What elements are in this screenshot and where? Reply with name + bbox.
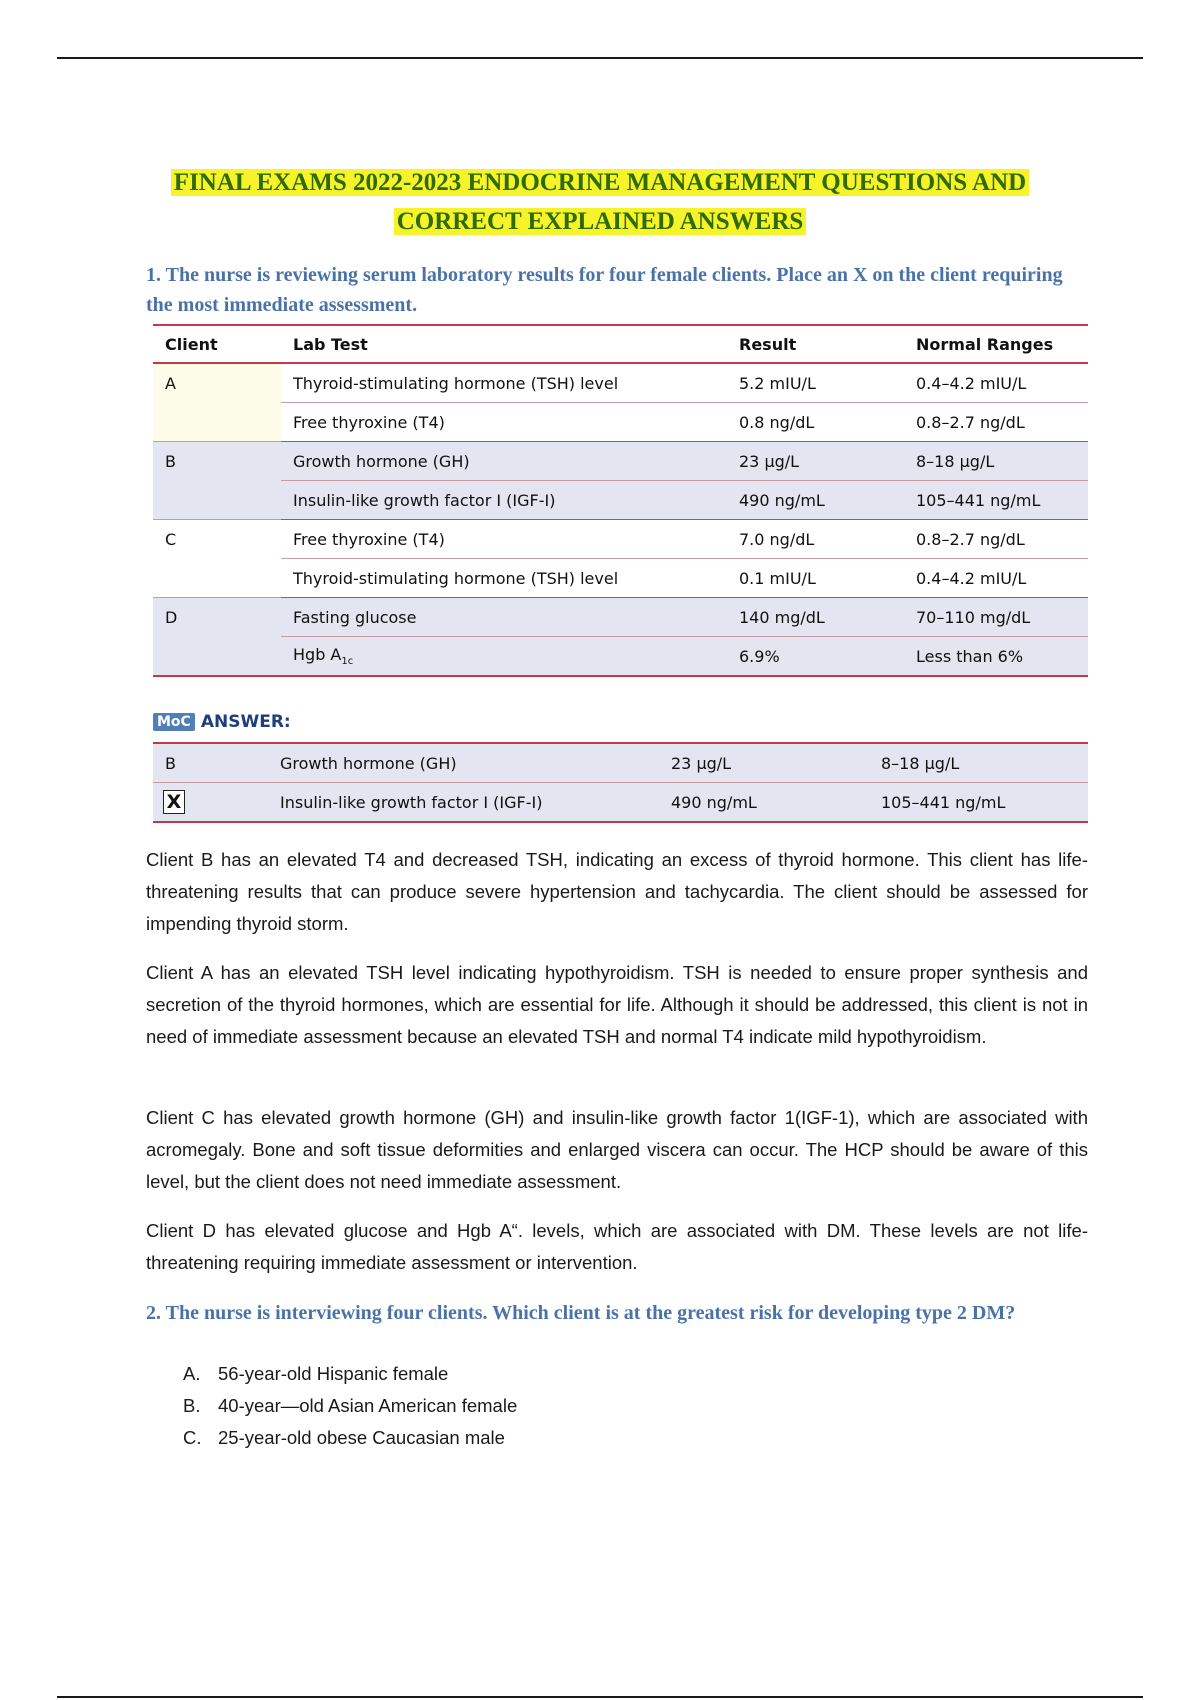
option-letter: C. (183, 1427, 202, 1448)
list-item (183, 1358, 517, 1390)
result-cell: 0.1 mIU/L (727, 559, 904, 598)
header-normal-ranges: Normal Ranges (904, 325, 1088, 363)
client-cell: B (153, 442, 281, 520)
table-row (153, 783, 1088, 823)
lab-test-cell: Fasting glucose (281, 598, 727, 637)
x-mark: X (163, 790, 185, 814)
lab-test-cell: Free thyroxine (T4) (281, 520, 727, 559)
option-letter: A. (183, 1363, 201, 1384)
range-cell: 70–110 mg/dL (904, 598, 1088, 637)
header-lab-test: Lab Test (281, 325, 727, 363)
lab-test-cell: Insulin-like growth factor I (IGF-I) (281, 481, 727, 520)
range-cell: 0.4–4.2 mIU/L (904, 363, 1088, 403)
result-cell: 140 mg/dL (727, 598, 904, 637)
lab-test-cell: Free thyroxine (T4) (281, 403, 727, 442)
moc-badge: MoC (153, 713, 195, 731)
list-item (183, 1422, 517, 1454)
result-cell: 7.0 ng/dL (727, 520, 904, 559)
client-cell: D (153, 598, 281, 677)
answer-label: ANSWER: (200, 712, 291, 732)
range-cell: 0.8–2.7 ng/dL (904, 520, 1088, 559)
option-text: 40-year—old Asian American female (218, 1395, 518, 1416)
table-row (153, 442, 1088, 481)
range-cell: 0.4–4.2 mIU/L (904, 559, 1088, 598)
list-item (183, 1390, 517, 1422)
result-cell: 23 µg/L (727, 442, 904, 481)
lab-test-cell (281, 637, 727, 677)
lab-test-text: Hgb A (293, 645, 342, 664)
lab-results-table (153, 324, 1088, 677)
lab-test-cell: Thyroid-stimulating hormone (TSH) level (281, 559, 727, 598)
table-row (153, 743, 1088, 783)
range-cell: 0.8–2.7 ng/dL (904, 403, 1088, 442)
result-cell: 0.8 ng/dL (727, 403, 904, 442)
lab-test-cell: Insulin-like growth factor I (IGF-I) (268, 783, 659, 823)
question-2: 2. The nurse is interviewing four clients. Which client is at the greatest risk for developing type 2 DM? (146, 1302, 1016, 1324)
table-row (153, 598, 1088, 637)
table-row (153, 363, 1088, 403)
result-cell: 5.2 mIU/L (727, 363, 904, 403)
explanation-paragraph: Client A has an elevated TSH level indicating hypothyroidism. TSH is needed to ensure proper synthesis and secretion of the thyroid hormones, which are essential for life. Although it should be addressed, this client is not in need of immediate assessment because an elevated TSH and normal T4 indicate mild hypothyroidism. (146, 962, 1088, 1047)
explanation-paragraph: Client B has an elevated T4 and decreased TSH, indicating an excess of thyroid hormone. This client has life-threatening results that can produce severe hypertension and tachycardia. The client should be assessed for impending thyroid storm. (146, 849, 1088, 934)
answer-heading (153, 710, 291, 734)
question-1: 1. The nurse is reviewing serum laboratory results for four female clients. Place an X on the client requiring the most immediate assessment. (146, 264, 1063, 316)
option-text: 25-year-old obese Caucasian male (218, 1427, 505, 1448)
lab-test-cell: Thyroid-stimulating hormone (TSH) level (281, 363, 727, 403)
table-row (153, 559, 1088, 598)
range-cell: Less than 6% (904, 637, 1088, 677)
range-cell: 8–18 µg/L (904, 442, 1088, 481)
table-row (153, 637, 1088, 677)
table-row (153, 481, 1088, 520)
title-line-1: FINAL EXAMS 2022-2023 ENDOCRINE MANAGEMENT QUESTIONS AND (171, 169, 1029, 196)
client-cell: B (153, 743, 268, 783)
option-letter: B. (183, 1395, 201, 1416)
top-rule (57, 57, 1143, 59)
subscript: 1c (341, 656, 354, 667)
explanation-paragraph: Client C has elevated growth hormone (GH) and insulin-like growth factor 1(IGF-1), which are associated with acromegaly. Bone and soft tissue deformities and enlarged viscera can occur. The HCP should be aware of this level, but the client does not need immediate assessment. (146, 1107, 1088, 1192)
result-cell: 490 ng/mL (659, 783, 869, 823)
table-header-row (153, 325, 1088, 363)
answer-table (153, 742, 1088, 823)
header-client: Client (153, 325, 281, 363)
lab-test-cell: Growth hormone (GH) (281, 442, 727, 481)
table-row (153, 403, 1088, 442)
option-text: 56-year-old Hispanic female (218, 1363, 449, 1384)
client-cell: A (153, 363, 281, 442)
range-cell: 8–18 µg/L (869, 743, 1088, 783)
table-row (153, 520, 1088, 559)
header-result: Result (727, 325, 904, 363)
range-cell: 105–441 ng/mL (904, 481, 1088, 520)
explanation-paragraph: Client D has elevated glucose and Hgb A“. levels, which are associated with DM. These levels are not life-threatening requiring immediate assessment or intervention. (146, 1220, 1088, 1273)
client-cell: C (153, 520, 281, 598)
result-cell: 23 µg/L (659, 743, 869, 783)
answer-options (183, 1358, 517, 1454)
range-cell: 105–441 ng/mL (869, 783, 1088, 823)
result-cell: 6.9% (727, 637, 904, 677)
result-cell: 490 ng/mL (727, 481, 904, 520)
title-line-2: CORRECT EXPLAINED ANSWERS (394, 208, 807, 235)
bottom-rule (57, 1696, 1143, 1698)
client-cell (153, 783, 268, 823)
document-title (100, 163, 1100, 241)
lab-test-cell: Growth hormone (GH) (268, 743, 659, 783)
